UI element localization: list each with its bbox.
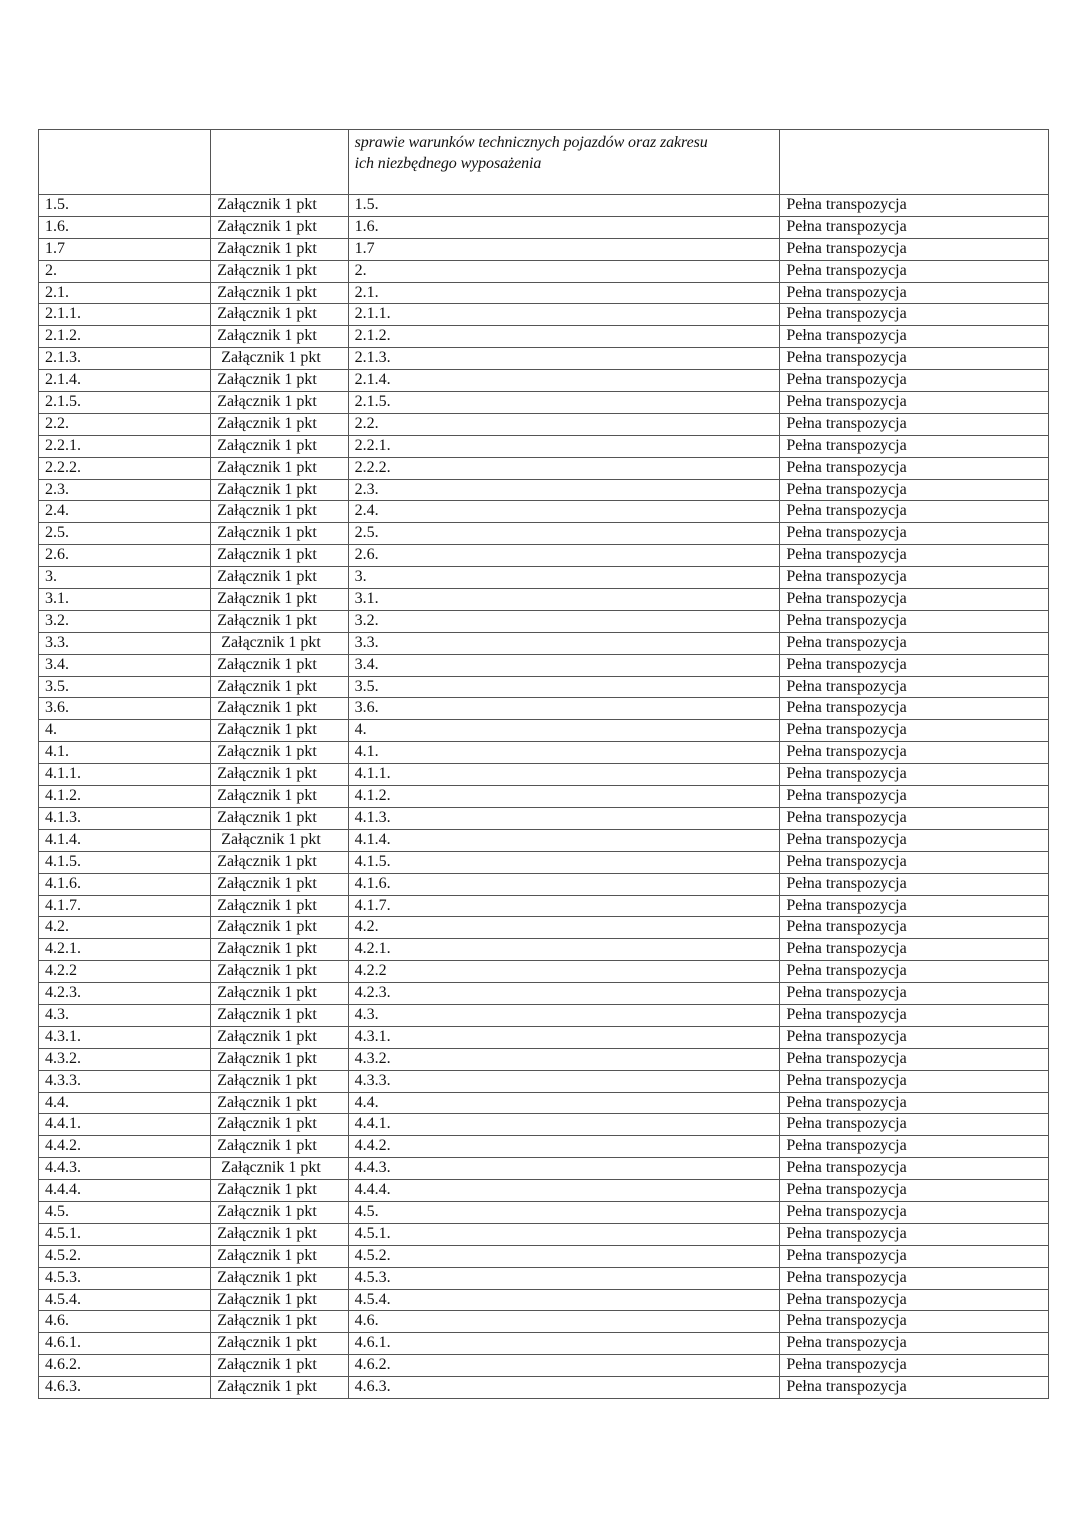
transposition-status-cell: Pełna transpozycja xyxy=(780,216,1049,238)
annex-reference-cell: Załącznik 1 pkt xyxy=(211,1201,348,1223)
transposition-status-cell: Pełna transpozycja xyxy=(780,1355,1049,1377)
table-row xyxy=(39,523,1049,545)
header-cell-empty-1 xyxy=(39,130,211,195)
table-row xyxy=(39,589,1049,611)
directive-point-cell: 3.2. xyxy=(39,610,211,632)
table-row xyxy=(39,1048,1049,1070)
transposition-status-cell: Pełna transpozycja xyxy=(780,370,1049,392)
transposition-status-cell: Pełna transpozycja xyxy=(780,873,1049,895)
table-row xyxy=(39,392,1049,414)
header-cell-regulation xyxy=(348,130,780,195)
annex-reference-cell: Załącznik 1 pkt xyxy=(211,216,348,238)
national-point-cell: 4.6.1. xyxy=(348,1333,780,1355)
table-row xyxy=(39,610,1049,632)
table-row xyxy=(39,1026,1049,1048)
annex-reference-cell: Załącznik 1 pkt xyxy=(211,1092,348,1114)
table-row xyxy=(39,1333,1049,1355)
transposition-status-cell: Pełna transpozycja xyxy=(780,1026,1049,1048)
table-row xyxy=(39,1158,1049,1180)
national-point-cell: 4.5.2. xyxy=(348,1245,780,1267)
directive-point-cell: 4.6.3. xyxy=(39,1377,211,1399)
directive-point-cell: 3.6. xyxy=(39,698,211,720)
annex-reference-cell: Załącznik 1 pkt xyxy=(211,742,348,764)
table-row xyxy=(39,983,1049,1005)
national-point-cell: 4.1.2. xyxy=(348,786,780,808)
directive-point-cell: 4.1.1. xyxy=(39,764,211,786)
transposition-status-cell: Pełna transpozycja xyxy=(780,961,1049,983)
annex-reference-cell: Załącznik 1 pkt xyxy=(211,501,348,523)
directive-point-cell: 4.1.2. xyxy=(39,786,211,808)
directive-point-cell: 4.5. xyxy=(39,1201,211,1223)
transposition-status-cell: Pełna transpozycja xyxy=(780,589,1049,611)
directive-point-cell: 4.5.1. xyxy=(39,1223,211,1245)
table-row xyxy=(39,567,1049,589)
national-point-cell: 1.5. xyxy=(348,195,780,217)
directive-point-cell: 2.1. xyxy=(39,282,211,304)
national-point-cell: 2.4. xyxy=(348,501,780,523)
directive-point-cell: 4.2.2 xyxy=(39,961,211,983)
table-row xyxy=(39,1223,1049,1245)
annex-reference-cell: Załącznik 1 pkt xyxy=(211,1355,348,1377)
table-row xyxy=(39,807,1049,829)
directive-point-cell: 4.1.6. xyxy=(39,873,211,895)
directive-point-cell: 4.3.1. xyxy=(39,1026,211,1048)
national-point-cell: 2.2.2. xyxy=(348,457,780,479)
annex-reference-cell: Załącznik 1 pkt xyxy=(211,764,348,786)
national-point-cell: 4.4.3. xyxy=(348,1158,780,1180)
table-row xyxy=(39,1092,1049,1114)
annex-reference-cell: Załącznik 1 pkt xyxy=(211,1289,348,1311)
table-row xyxy=(39,1289,1049,1311)
national-point-cell: 3.6. xyxy=(348,698,780,720)
transposition-status-cell: Pełna transpozycja xyxy=(780,786,1049,808)
directive-point-cell: 4.2. xyxy=(39,917,211,939)
table-row xyxy=(39,917,1049,939)
table-row xyxy=(39,1267,1049,1289)
annex-reference-cell: Załącznik 1 pkt xyxy=(211,567,348,589)
transposition-status-cell: Pełna transpozycja xyxy=(780,457,1049,479)
national-point-cell: 4.3.1. xyxy=(348,1026,780,1048)
national-point-cell: 4.1.1. xyxy=(348,764,780,786)
directive-point-cell: 2. xyxy=(39,260,211,282)
table-header-row xyxy=(39,130,1049,195)
national-point-cell: 4.2. xyxy=(348,917,780,939)
national-point-cell: 4.2.1. xyxy=(348,939,780,961)
table-row xyxy=(39,1311,1049,1333)
transposition-status-cell: Pełna transpozycja xyxy=(780,1267,1049,1289)
national-point-cell: 4.4.4. xyxy=(348,1180,780,1202)
national-point-cell: 2.2. xyxy=(348,413,780,435)
transposition-status-cell: Pełna transpozycja xyxy=(780,917,1049,939)
table-row xyxy=(39,501,1049,523)
header-regulation-line-2: ich niezbędnego wyposażenia xyxy=(354,155,542,172)
directive-point-cell: 4.2.3. xyxy=(39,983,211,1005)
transposition-status-cell: Pełna transpozycja xyxy=(780,348,1049,370)
directive-point-cell: 4.1.4. xyxy=(39,829,211,851)
table-row xyxy=(39,413,1049,435)
transposition-status-cell: Pełna transpozycja xyxy=(780,304,1049,326)
transposition-status-cell: Pełna transpozycja xyxy=(780,939,1049,961)
national-point-cell: 4.5.4. xyxy=(348,1289,780,1311)
national-point-cell: 4.1.4. xyxy=(348,829,780,851)
directive-point-cell: 4.4.3. xyxy=(39,1158,211,1180)
transposition-status-cell: Pełna transpozycja xyxy=(780,895,1049,917)
directive-point-cell: 4.5.4. xyxy=(39,1289,211,1311)
national-point-cell: 4.1. xyxy=(348,742,780,764)
annex-reference-cell: Załącznik 1 pkt xyxy=(211,260,348,282)
annex-reference-cell: Załącznik 1 pkt xyxy=(211,392,348,414)
national-point-cell: 1.7 xyxy=(348,238,780,260)
national-point-cell: 4.5.3. xyxy=(348,1267,780,1289)
table-row xyxy=(39,282,1049,304)
national-point-cell: 4.2.2 xyxy=(348,961,780,983)
directive-point-cell: 4.5.3. xyxy=(39,1267,211,1289)
table-body xyxy=(39,130,1049,1399)
table-row xyxy=(39,1114,1049,1136)
annex-reference-cell: Załącznik 1 pkt xyxy=(211,523,348,545)
transposition-status-cell: Pełna transpozycja xyxy=(780,1114,1049,1136)
transposition-status-cell: Pełna transpozycja xyxy=(780,413,1049,435)
directive-point-cell: 2.1.2. xyxy=(39,326,211,348)
directive-point-cell: 3.4. xyxy=(39,654,211,676)
transposition-status-cell: Pełna transpozycja xyxy=(780,1377,1049,1399)
transposition-status-cell: Pełna transpozycja xyxy=(780,1201,1049,1223)
table-row xyxy=(39,326,1049,348)
annex-reference-cell: Załącznik 1 pkt xyxy=(211,1004,348,1026)
national-point-cell: 2. xyxy=(348,260,780,282)
transposition-status-cell: Pełna transpozycja xyxy=(780,983,1049,1005)
annex-reference-cell: Załącznik 1 pkt xyxy=(211,939,348,961)
annex-reference-cell: Załącznik 1 pkt xyxy=(211,1048,348,1070)
transposition-status-cell: Pełna transpozycja xyxy=(780,501,1049,523)
directive-point-cell: 1.6. xyxy=(39,216,211,238)
annex-reference-cell: Załącznik 1 pkt xyxy=(211,435,348,457)
directive-point-cell: 4.4.1. xyxy=(39,1114,211,1136)
annex-reference-cell: Załącznik 1 pkt xyxy=(211,304,348,326)
table-row xyxy=(39,304,1049,326)
transposition-status-cell: Pełna transpozycja xyxy=(780,1092,1049,1114)
table-row xyxy=(39,1377,1049,1399)
table-row xyxy=(39,216,1049,238)
directive-point-cell: 4.1.5. xyxy=(39,851,211,873)
transposition-status-cell: Pełna transpozycja xyxy=(780,654,1049,676)
annex-reference-cell: Załącznik 1 pkt xyxy=(211,676,348,698)
annex-reference-cell: Załącznik 1 pkt xyxy=(211,326,348,348)
national-point-cell: 4.1.3. xyxy=(348,807,780,829)
national-point-cell: 2.1.2. xyxy=(348,326,780,348)
transposition-status-cell: Pełna transpozycja xyxy=(780,610,1049,632)
national-point-cell: 4.1.7. xyxy=(348,895,780,917)
national-point-cell: 2.6. xyxy=(348,545,780,567)
national-point-cell: 4.6.2. xyxy=(348,1355,780,1377)
directive-point-cell: 3.3. xyxy=(39,632,211,654)
directive-point-cell: 4. xyxy=(39,720,211,742)
directive-point-cell: 4.4.2. xyxy=(39,1136,211,1158)
annex-reference-cell: Załącznik 1 pkt xyxy=(211,195,348,217)
annex-reference-cell: Załącznik 1 pkt xyxy=(211,1223,348,1245)
table-row xyxy=(39,895,1049,917)
annex-reference-cell: Załącznik 1 pkt xyxy=(211,1114,348,1136)
national-point-cell: 4.2.3. xyxy=(348,983,780,1005)
directive-point-cell: 4.4.4. xyxy=(39,1180,211,1202)
annex-reference-cell: Załącznik 1 pkt xyxy=(211,479,348,501)
transposition-status-cell: Pełna transpozycja xyxy=(780,851,1049,873)
transposition-status-cell: Pełna transpozycja xyxy=(780,238,1049,260)
national-point-cell: 4.4.1. xyxy=(348,1114,780,1136)
header-cell-empty-2 xyxy=(211,130,348,195)
transposition-status-cell: Pełna transpozycja xyxy=(780,195,1049,217)
directive-point-cell: 3.5. xyxy=(39,676,211,698)
directive-point-cell: 4.6.1. xyxy=(39,1333,211,1355)
annex-reference-cell: Załącznik 1 pkt xyxy=(211,545,348,567)
national-point-cell: 2.1.5. xyxy=(348,392,780,414)
annex-reference-cell: Załącznik 1 pkt xyxy=(211,238,348,260)
annex-reference-cell: Załącznik 1 pkt xyxy=(211,807,348,829)
national-point-cell: 4.6.3. xyxy=(348,1377,780,1399)
transposition-status-cell: Pełna transpozycja xyxy=(780,1245,1049,1267)
directive-point-cell: 2.4. xyxy=(39,501,211,523)
transposition-status-cell: Pełna transpozycja xyxy=(780,326,1049,348)
table-row xyxy=(39,632,1049,654)
table-row xyxy=(39,961,1049,983)
table-row xyxy=(39,829,1049,851)
transposition-status-cell: Pełna transpozycja xyxy=(780,282,1049,304)
directive-point-cell: 4.3.2. xyxy=(39,1048,211,1070)
annex-reference-cell: Załącznik 1 pkt xyxy=(211,370,348,392)
directive-point-cell: 3.1. xyxy=(39,589,211,611)
transposition-status-cell: Pełna transpozycja xyxy=(780,1289,1049,1311)
table-row xyxy=(39,545,1049,567)
annex-reference-cell: Załącznik 1 pkt xyxy=(211,983,348,1005)
annex-reference-cell: Załącznik 1 pkt xyxy=(211,348,348,370)
annex-reference-cell: Załącznik 1 pkt xyxy=(211,610,348,632)
table-row xyxy=(39,479,1049,501)
annex-reference-cell: Załącznik 1 pkt xyxy=(211,1267,348,1289)
annex-reference-cell: Załącznik 1 pkt xyxy=(211,720,348,742)
national-point-cell: 4.3. xyxy=(348,1004,780,1026)
transposition-status-cell: Pełna transpozycja xyxy=(780,260,1049,282)
transposition-status-cell: Pełna transpozycja xyxy=(780,1311,1049,1333)
national-point-cell: 2.3. xyxy=(348,479,780,501)
national-point-cell: 3.2. xyxy=(348,610,780,632)
directive-point-cell: 2.1.5. xyxy=(39,392,211,414)
national-point-cell: 2.1.1. xyxy=(348,304,780,326)
transposition-status-cell: Pełna transpozycja xyxy=(780,1004,1049,1026)
transposition-status-cell: Pełna transpozycja xyxy=(780,720,1049,742)
table-row xyxy=(39,435,1049,457)
table-row xyxy=(39,457,1049,479)
directive-point-cell: 4.6.2. xyxy=(39,1355,211,1377)
transposition-status-cell: Pełna transpozycja xyxy=(780,742,1049,764)
national-point-cell: 1.6. xyxy=(348,216,780,238)
table-row xyxy=(39,1355,1049,1377)
annex-reference-cell: Załącznik 1 pkt xyxy=(211,1333,348,1355)
directive-point-cell: 2.1.4. xyxy=(39,370,211,392)
annex-reference-cell: Załącznik 1 pkt xyxy=(211,589,348,611)
table-row xyxy=(39,1180,1049,1202)
annex-reference-cell: Załącznik 1 pkt xyxy=(211,895,348,917)
transposition-status-cell: Pełna transpozycja xyxy=(780,1048,1049,1070)
table-row xyxy=(39,1136,1049,1158)
transposition-status-cell: Pełna transpozycja xyxy=(780,632,1049,654)
transposition-status-cell: Pełna transpozycja xyxy=(780,1136,1049,1158)
table-row xyxy=(39,676,1049,698)
header-cell-empty-4 xyxy=(780,130,1049,195)
table-row xyxy=(39,873,1049,895)
table-row xyxy=(39,238,1049,260)
table-row xyxy=(39,851,1049,873)
national-point-cell: 4.3.3. xyxy=(348,1070,780,1092)
directive-point-cell: 2.3. xyxy=(39,479,211,501)
directive-point-cell: 4.2.1. xyxy=(39,939,211,961)
annex-reference-cell: Załącznik 1 pkt xyxy=(211,1026,348,1048)
national-point-cell: 4.4.2. xyxy=(348,1136,780,1158)
annex-reference-cell: Załącznik 1 pkt xyxy=(211,1136,348,1158)
national-point-cell: 4.3.2. xyxy=(348,1048,780,1070)
transposition-status-cell: Pełna transpozycja xyxy=(780,1070,1049,1092)
annex-reference-cell: Załącznik 1 pkt xyxy=(211,873,348,895)
transposition-status-cell: Pełna transpozycja xyxy=(780,392,1049,414)
directive-point-cell: 2.2. xyxy=(39,413,211,435)
national-point-cell: 4.4. xyxy=(348,1092,780,1114)
annex-reference-cell: Załącznik 1 pkt xyxy=(211,829,348,851)
national-point-cell: 3.4. xyxy=(348,654,780,676)
national-point-cell: 3.3. xyxy=(348,632,780,654)
annex-reference-cell: Załącznik 1 pkt xyxy=(211,654,348,676)
directive-point-cell: 4.1.3. xyxy=(39,807,211,829)
transposition-status-cell: Pełna transpozycja xyxy=(780,698,1049,720)
transposition-status-cell: Pełna transpozycja xyxy=(780,764,1049,786)
annex-reference-cell: Załącznik 1 pkt xyxy=(211,1311,348,1333)
transposition-status-cell: Pełna transpozycja xyxy=(780,1158,1049,1180)
annex-reference-cell: Załącznik 1 pkt xyxy=(211,851,348,873)
table-row xyxy=(39,654,1049,676)
national-point-cell: 2.5. xyxy=(348,523,780,545)
national-point-cell: 2.1. xyxy=(348,282,780,304)
transposition-status-cell: Pełna transpozycja xyxy=(780,567,1049,589)
annex-reference-cell: Załącznik 1 pkt xyxy=(211,1070,348,1092)
national-point-cell: 4. xyxy=(348,720,780,742)
header-regulation-line-1: sprawie warunków technicznych pojazdów oraz zakresu xyxy=(354,134,708,151)
transposition-status-cell: Pełna transpozycja xyxy=(780,807,1049,829)
annex-reference-cell: Załącznik 1 pkt xyxy=(211,1180,348,1202)
national-point-cell: 3.1. xyxy=(348,589,780,611)
annex-reference-cell: Załącznik 1 pkt xyxy=(211,1377,348,1399)
directive-point-cell: 2.5. xyxy=(39,523,211,545)
directive-point-cell: 4.3. xyxy=(39,1004,211,1026)
table-row xyxy=(39,1070,1049,1092)
annex-reference-cell: Załącznik 1 pkt xyxy=(211,1245,348,1267)
directive-point-cell: 1.7 xyxy=(39,238,211,260)
national-point-cell: 2.1.3. xyxy=(348,348,780,370)
table-row xyxy=(39,939,1049,961)
annex-reference-cell: Załącznik 1 pkt xyxy=(211,413,348,435)
national-point-cell: 4.1.5. xyxy=(348,851,780,873)
national-point-cell: 4.6. xyxy=(348,1311,780,1333)
annex-reference-cell: Załącznik 1 pkt xyxy=(211,282,348,304)
table-row xyxy=(39,698,1049,720)
transposition-status-cell: Pełna transpozycja xyxy=(780,1223,1049,1245)
national-point-cell: 4.5. xyxy=(348,1201,780,1223)
directive-point-cell: 4.3.3. xyxy=(39,1070,211,1092)
annex-reference-cell: Załącznik 1 pkt xyxy=(211,961,348,983)
transposition-status-cell: Pełna transpozycja xyxy=(780,435,1049,457)
annex-reference-cell: Załącznik 1 pkt xyxy=(211,1158,348,1180)
directive-point-cell: 2.6. xyxy=(39,545,211,567)
directive-point-cell: 4.1. xyxy=(39,742,211,764)
transposition-status-cell: Pełna transpozycja xyxy=(780,829,1049,851)
transposition-status-cell: Pełna transpozycja xyxy=(780,545,1049,567)
directive-point-cell: 2.1.3. xyxy=(39,348,211,370)
national-point-cell: 3.5. xyxy=(348,676,780,698)
directive-point-cell: 2.1.1. xyxy=(39,304,211,326)
directive-point-cell: 4.1.7. xyxy=(39,895,211,917)
transposition-status-cell: Pełna transpozycja xyxy=(780,523,1049,545)
annex-reference-cell: Załącznik 1 pkt xyxy=(211,632,348,654)
transposition-status-cell: Pełna transpozycja xyxy=(780,479,1049,501)
directive-point-cell: 3. xyxy=(39,567,211,589)
directive-point-cell: 4.5.2. xyxy=(39,1245,211,1267)
annex-reference-cell: Załącznik 1 pkt xyxy=(211,457,348,479)
national-point-cell: 4.1.6. xyxy=(348,873,780,895)
directive-point-cell: 4.4. xyxy=(39,1092,211,1114)
national-point-cell: 2.2.1. xyxy=(348,435,780,457)
national-point-cell: 3. xyxy=(348,567,780,589)
transposition-status-cell: Pełna transpozycja xyxy=(780,676,1049,698)
annex-reference-cell: Załącznik 1 pkt xyxy=(211,786,348,808)
table-row xyxy=(39,348,1049,370)
table-row xyxy=(39,195,1049,217)
directive-point-cell: 4.6. xyxy=(39,1311,211,1333)
annex-reference-cell: Załącznik 1 pkt xyxy=(211,917,348,939)
table-row xyxy=(39,1245,1049,1267)
national-point-cell: 4.5.1. xyxy=(348,1223,780,1245)
table-row xyxy=(39,764,1049,786)
table-row xyxy=(39,742,1049,764)
transposition-status-cell: Pełna transpozycja xyxy=(780,1333,1049,1355)
transposition-status-cell: Pełna transpozycja xyxy=(780,1180,1049,1202)
directive-point-cell: 2.2.1. xyxy=(39,435,211,457)
annex-reference-cell: Załącznik 1 pkt xyxy=(211,698,348,720)
table-row xyxy=(39,260,1049,282)
national-point-cell: 2.1.4. xyxy=(348,370,780,392)
table-row xyxy=(39,1201,1049,1223)
table-row xyxy=(39,786,1049,808)
table-row xyxy=(39,720,1049,742)
directive-point-cell: 2.2.2. xyxy=(39,457,211,479)
table-row xyxy=(39,370,1049,392)
directive-point-cell: 1.5. xyxy=(39,195,211,217)
correlation-table xyxy=(38,129,1049,1399)
table-row xyxy=(39,1004,1049,1026)
